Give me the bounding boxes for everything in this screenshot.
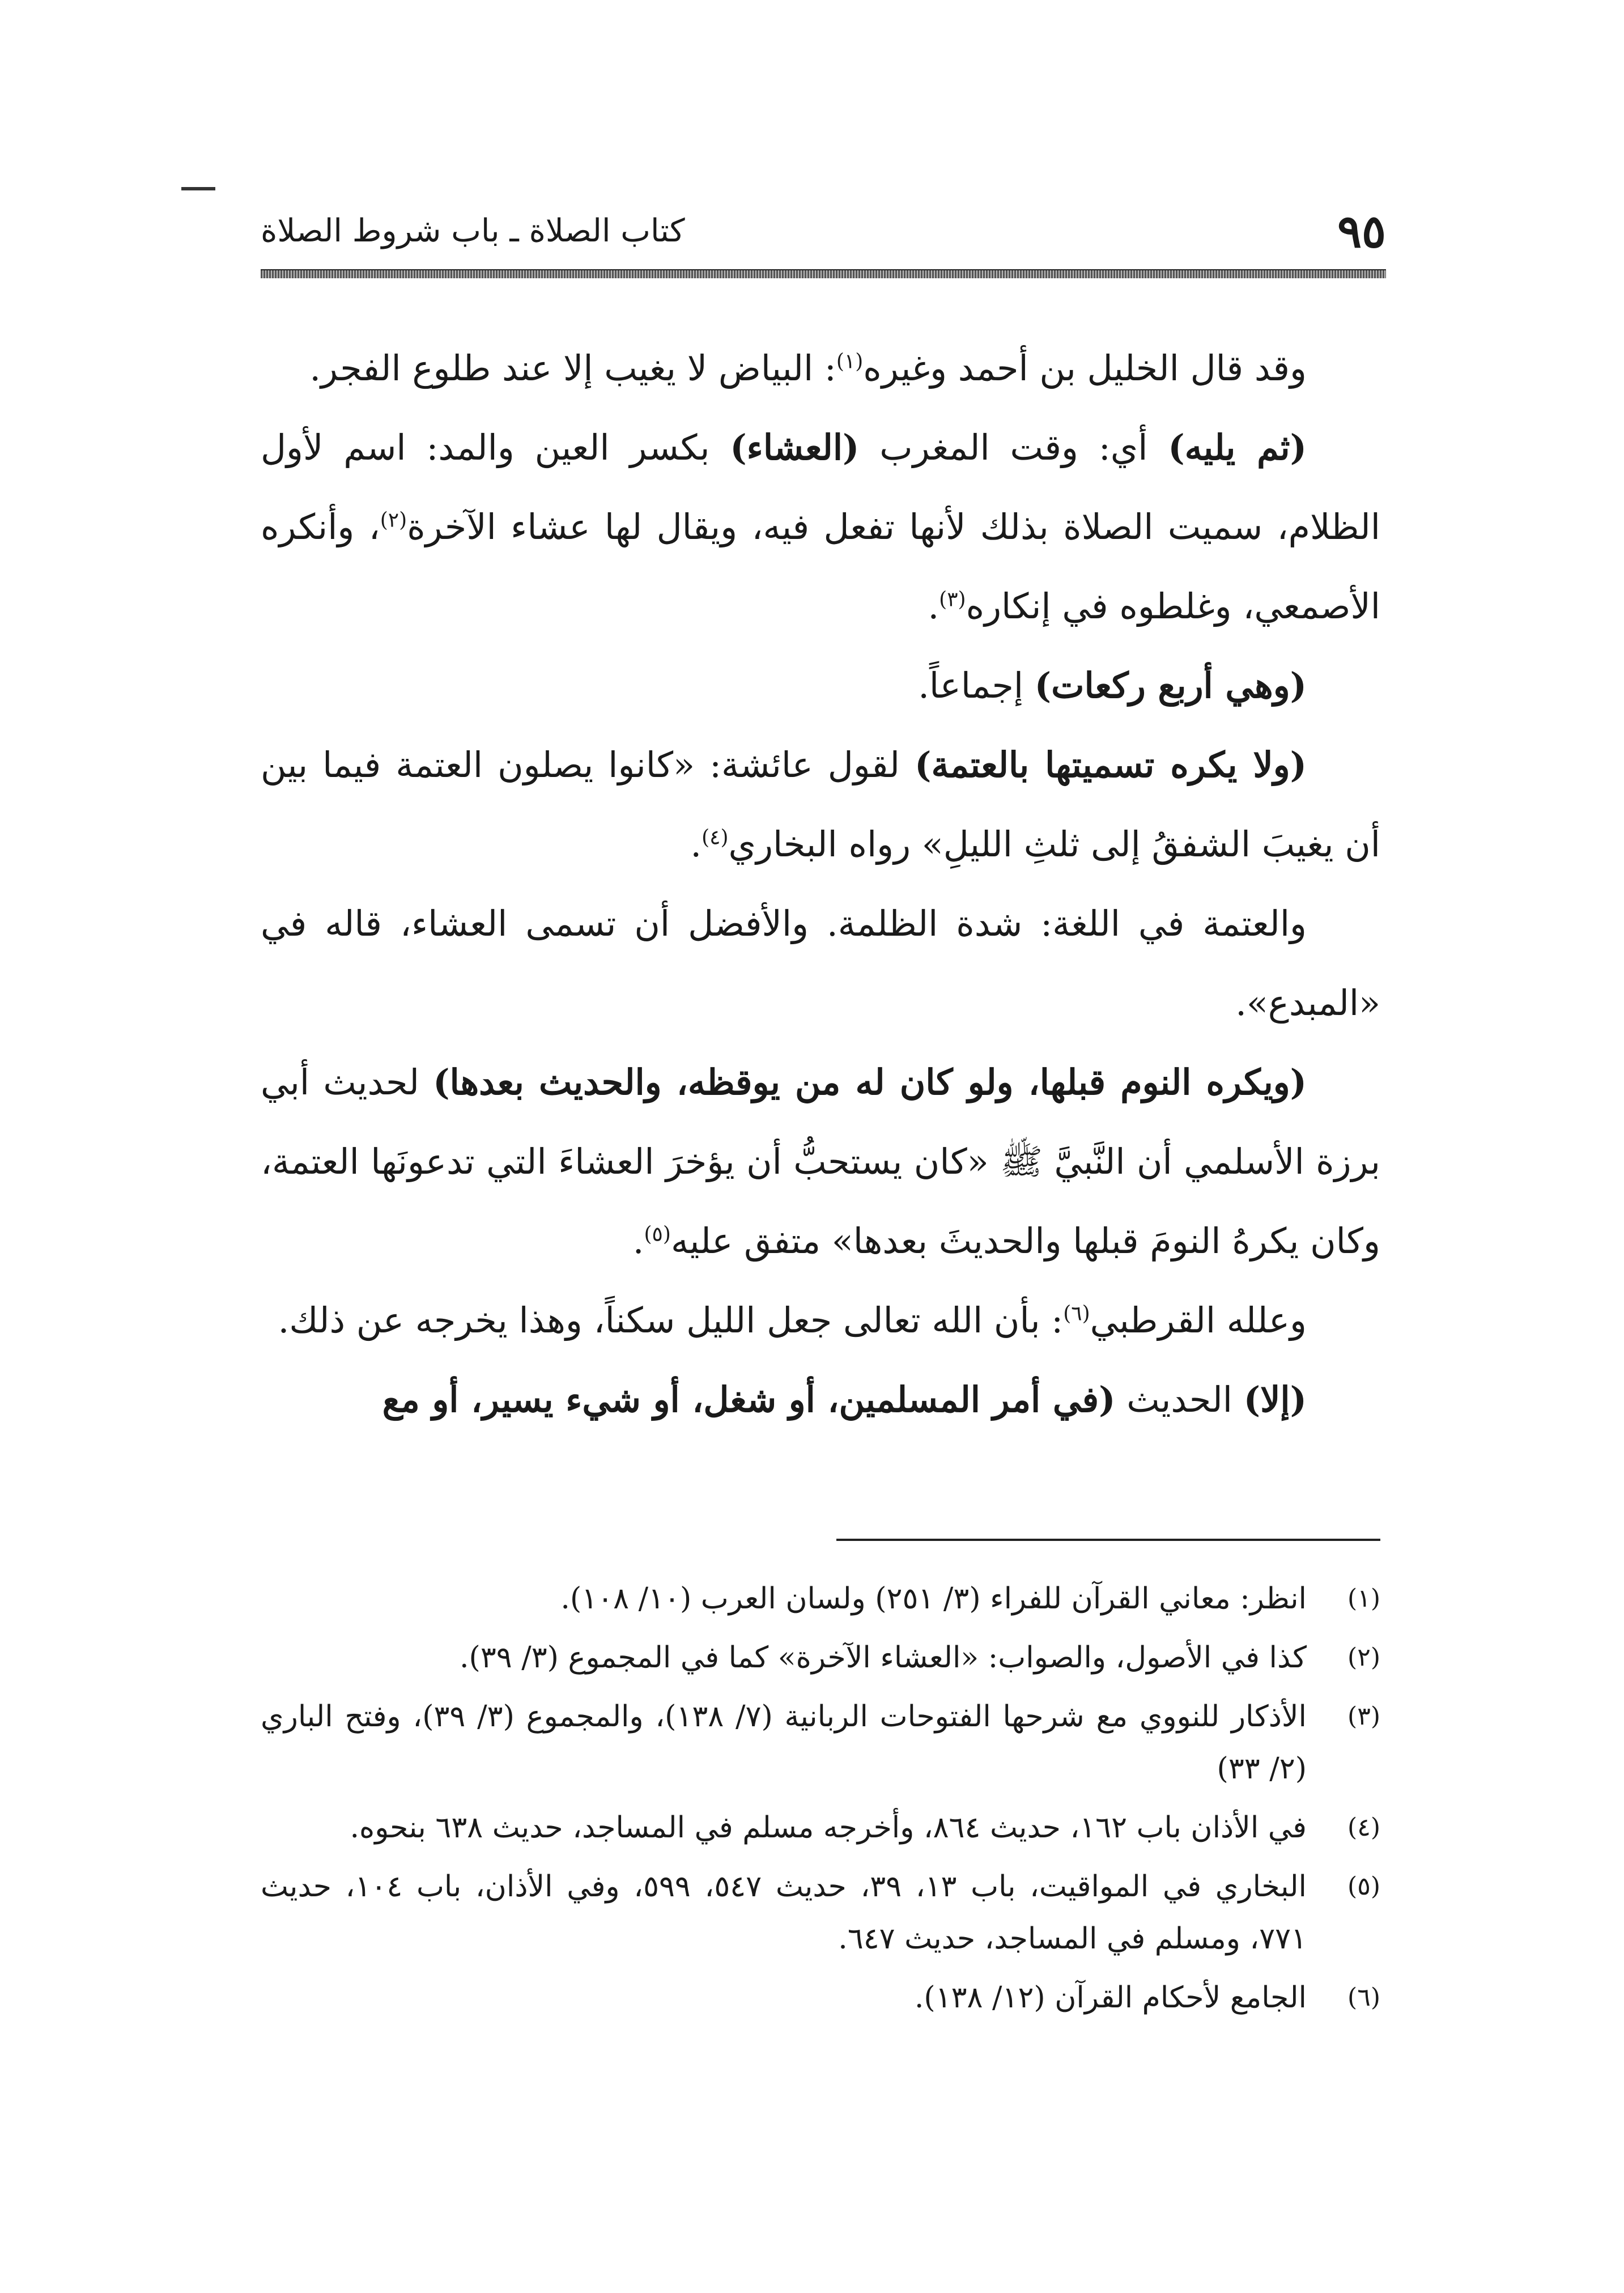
footnote-separator bbox=[836, 1539, 1380, 1541]
footnote-3 bbox=[261, 1691, 1380, 1795]
main-text bbox=[261, 329, 1380, 1440]
paragraph-3: (وهي أربع ركعات) إجماعاً. bbox=[918, 665, 1307, 706]
footnote-text: كذا في الأصول، والصواب: «العشاء الآخرة» كما في المجموع (٣/ ٣٩). bbox=[459, 1641, 1307, 1675]
footnote-6 bbox=[261, 1972, 1380, 2024]
paragraph-2: (ثم يليه) أي: وقت المغرب (العشاء) بكسر العين والمد: اسم لأول الظلام، سميت الصلاة بذلك لأنها تفعل فيه، ويقال لها عشاء الآخرة$^{(٢)}$، وأنكره الأصمعي، وغلطوه في إنكاره$^{(٣)}$. bbox=[261, 427, 1380, 627]
footnote-number: (٤) bbox=[1347, 1813, 1380, 1842]
footnote-number: (٥) bbox=[1347, 1872, 1380, 1901]
footnote-ref-6[interactable]: (٦) bbox=[1063, 1302, 1090, 1326]
footnote-text: الجامع لأحكام القرآن (١٢/ ١٣٨). bbox=[914, 1981, 1307, 2015]
running-title: كتاب الصلاة ـ باب شروط الصلاة bbox=[261, 213, 685, 249]
footnote-text: في الأذان باب ١٦٢، حديث ٨٦٤، وأخرجه مسلم في المساجد، حديث ٦٣٨ بنحوه. bbox=[350, 1811, 1307, 1845]
footnote-5 bbox=[261, 1861, 1380, 1965]
page-header bbox=[261, 201, 1386, 264]
footnote-ref-3[interactable]: (٣) bbox=[939, 588, 966, 612]
header-rule bbox=[261, 269, 1386, 278]
footnotes bbox=[261, 1573, 1380, 2031]
footnote-number: (٢) bbox=[1347, 1643, 1380, 1672]
paragraph-1: وقد قال الخليل بن أحمد وغيره$^{(١)}$: البياض لا يغيب إلا عند طلوع الفجر. bbox=[309, 347, 1307, 389]
footnote-1 bbox=[261, 1573, 1380, 1625]
footnote-2 bbox=[261, 1632, 1380, 1684]
paragraph-5: والعتمة في اللغة: شدة الظلمة. والأفضل أن تسمى العشاء، قاله في «المبدع». bbox=[261, 903, 1380, 1024]
footnote-ref-4[interactable]: (٤) bbox=[702, 826, 729, 850]
paragraph-4: (ولا يكره تسميتها بالعتمة) لقول عائشة: «كانوا يصلون العتمة فيما بين أن يغيبَ الشفقُ إلى ثلثِ الليلِ» رواه البخاري$^{(٤)}$. bbox=[261, 744, 1380, 865]
paragraph-8: (إلا) الحديث (في أمر المسلمين، أو شغل، أو شيء يسير، أو مع bbox=[382, 1379, 1307, 1420]
page-number: ٩٥ bbox=[1337, 205, 1386, 258]
paragraph-6: (ويكره النوم قبلها، ولو كان له من يوقظه، والحديث بعدها) لحديث أبي برزة الأسلمي أن النَّبيَّ ﷺ «كان يستحبُّ أن يؤخرَ العشاءَ التي تدعونَها العتمة، وكان يكرهُ النومَ قبلها والحديثَ بعدها» متفق عليه$^{(٥)}$. bbox=[261, 1061, 1380, 1262]
footnote-ref-2[interactable]: (٢) bbox=[380, 508, 407, 532]
footnote-number: (٦) bbox=[1347, 1983, 1380, 2012]
paragraph-7: وعلله القرطبي$^{(٦)}$: بأن الله تعالى جعل الليل سكناً، وهذا يخرجه عن ذلك. bbox=[278, 1300, 1307, 1341]
footnote-4 bbox=[261, 1802, 1380, 1854]
footnote-text: انظر: معاني القرآن للفراء (٣/ ٢٥١) ولسان العرب (١٠/ ١٠٨). bbox=[560, 1582, 1307, 1616]
footnote-text: البخاري في المواقيت، باب ١٣، ٣٩، حديث ٥٤٧، ٥٩٩، وفي الأذان، باب ١٠٤، حديث ٧٧١، ومسلم في المساجد، حديث ٦٤٧. bbox=[261, 1870, 1307, 1956]
footnote-number: (٣) bbox=[1347, 1702, 1380, 1731]
footnote-ref-5[interactable]: (٥) bbox=[644, 1222, 671, 1246]
footnote-text: الأذكار للنووي مع شرحها الفتوحات الربانية (٧/ ١٣٨)، والمجموع (٣/ ٣٩)، وفتح الباري (٢/ ٣٣) bbox=[261, 1700, 1307, 1786]
footnote-ref-1[interactable]: (١) bbox=[836, 350, 864, 373]
footnote-number: (١) bbox=[1347, 1584, 1380, 1613]
corner-mark bbox=[181, 187, 215, 190]
